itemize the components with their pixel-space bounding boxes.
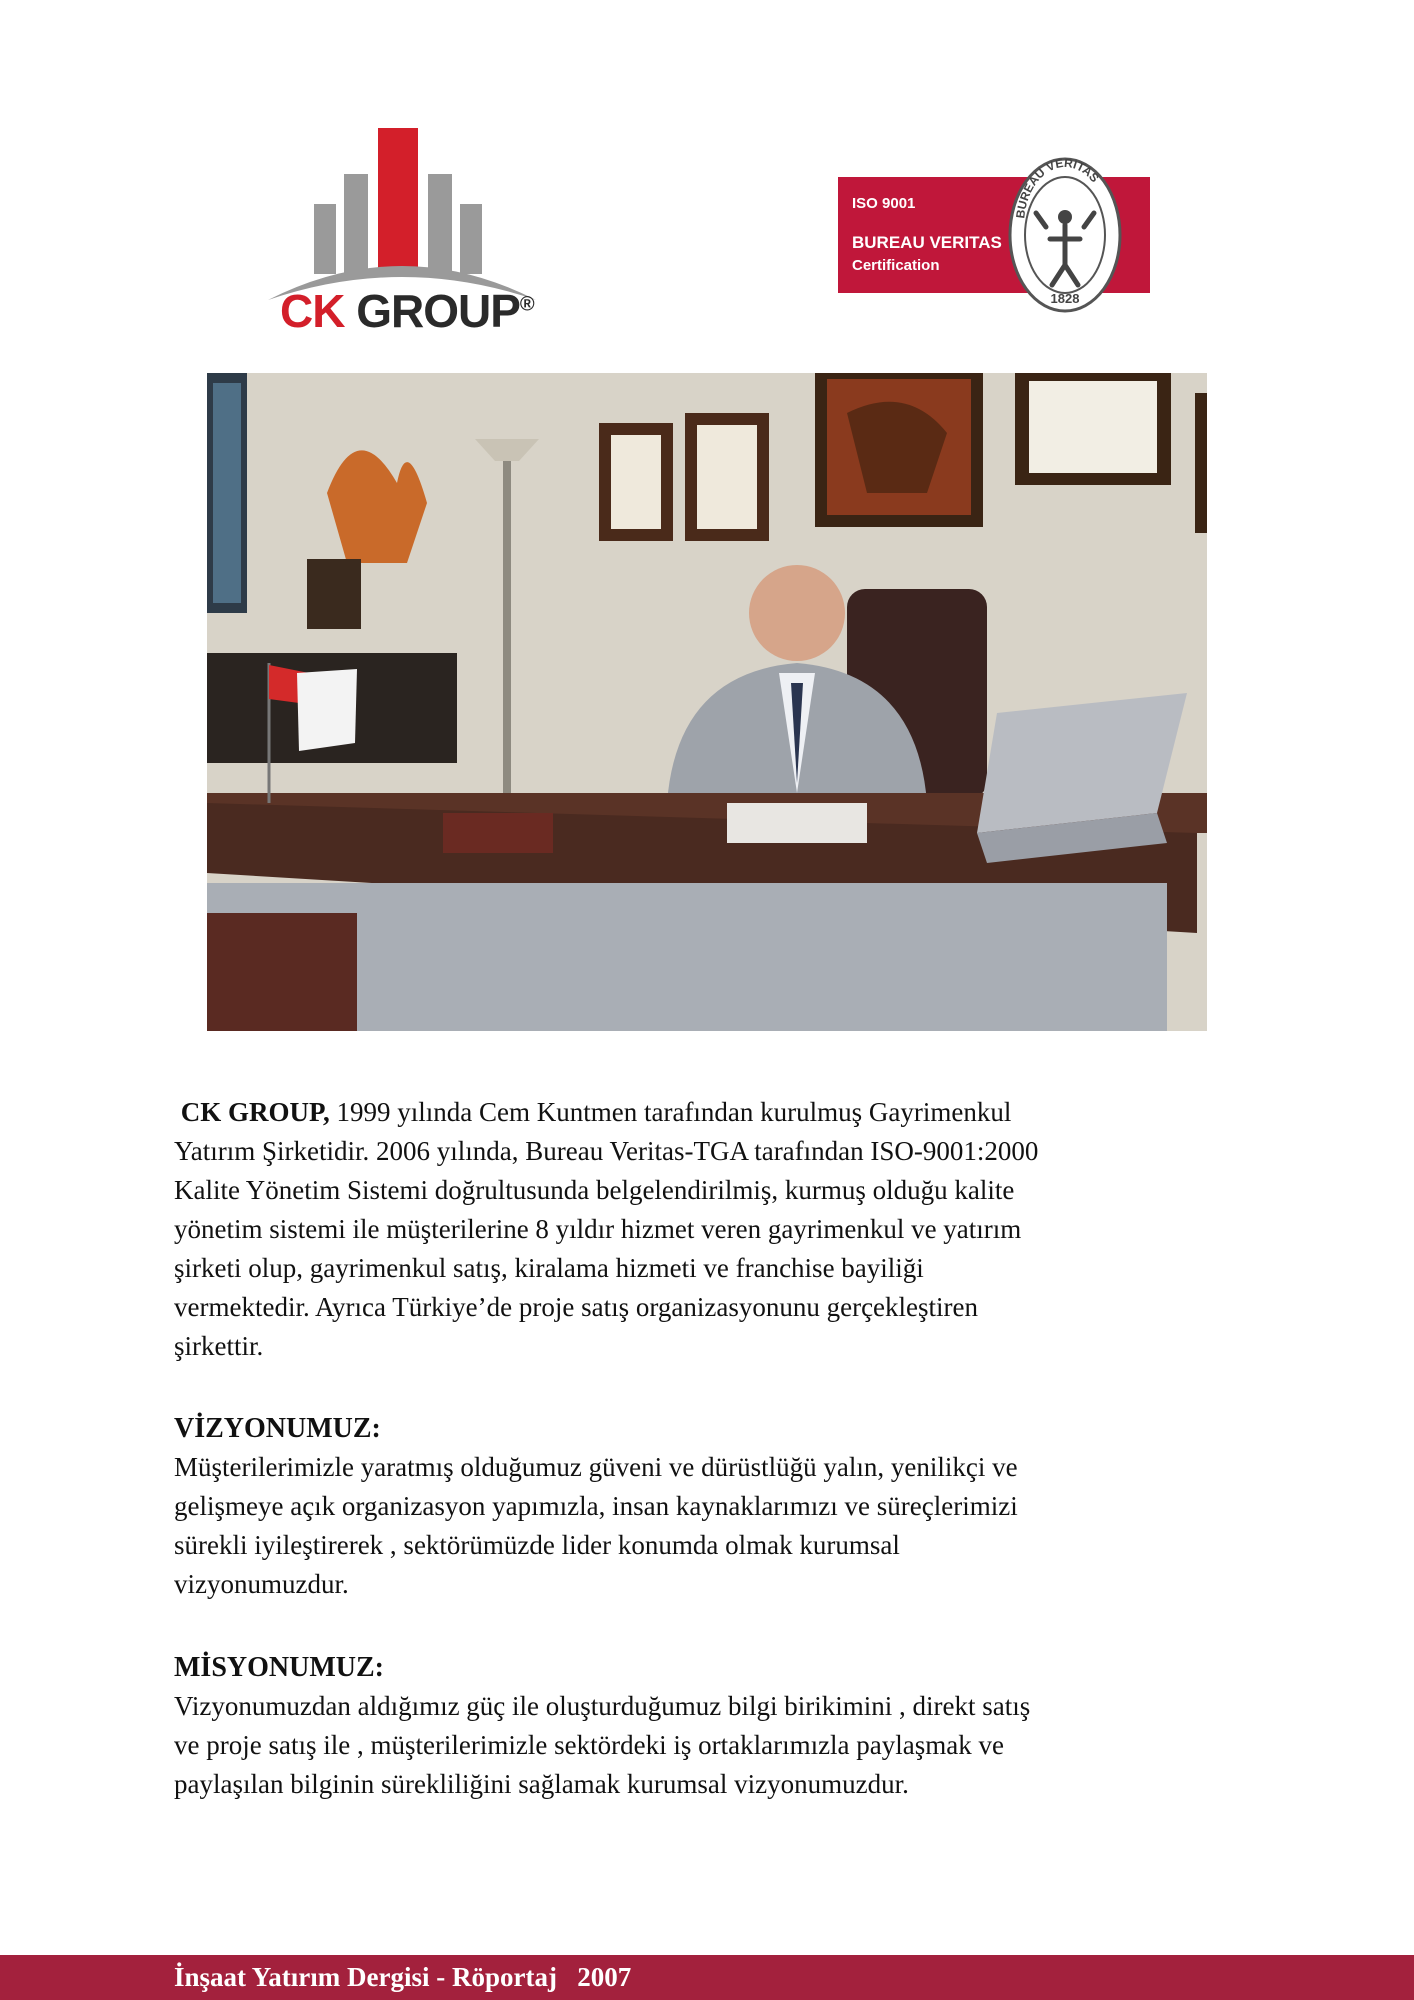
- logo-wordmark: [280, 284, 534, 338]
- bureau-veritas-seal-icon: [1006, 155, 1124, 315]
- intro-paragraph: [174, 1093, 1274, 1366]
- footer-bar: [0, 1955, 1414, 2000]
- vision-line-1: Müşterilerimizle yaratmış olduğumuz güveni ve dürüstlüğü yalın, yenilikçi ve: [174, 1452, 1018, 1482]
- logo-ck: CK: [280, 285, 345, 337]
- iso-certification-badge: [838, 155, 1150, 306]
- office-scene-illustration: [207, 373, 1207, 1031]
- intro-company-name: CK GROUP,: [180, 1097, 330, 1127]
- mission-line-3: paylaşılan bilginin sürekliliğini sağlamak kurumsal vizyonumuzdur.: [174, 1769, 909, 1799]
- logo-group: GROUP: [356, 285, 520, 337]
- mission-heading: MİSYONUMUZ:: [174, 1652, 384, 1683]
- logo-registered-mark: ®: [519, 293, 534, 316]
- intro-line-5: şirketi olup, gayrimenkul satış, kiralama hizmeti ve franchise bayiliği: [174, 1253, 924, 1283]
- vision-line-3: sürekli iyileştirerek , sektörümüzde lider konumda olmak kurumsal: [174, 1530, 900, 1560]
- intro-line-3: Kalite Yönetim Sistemi doğrultusunda belgelendirilmiş, kurmuş olduğu kalite: [174, 1175, 1015, 1205]
- mission-section: [174, 1648, 1274, 1804]
- intro-line-1-text: 1999 yılında Cem Kuntmen tarafından kurulmuş Gayrimenkul: [329, 1097, 1012, 1127]
- mission-line-1: Vizyonumuzdan aldığımız güç ile oluşturduğumuz bilgi birikimini , direkt satış: [174, 1691, 1031, 1721]
- vision-heading: VİZYONUMUZ:: [174, 1413, 381, 1444]
- cert-bureau-label: BUREAU VERITAS: [852, 233, 1002, 252]
- intro-line-7: şirkettir.: [174, 1331, 264, 1361]
- cert-certification-label: Certification: [852, 257, 940, 274]
- ck-group-logo: [258, 122, 546, 344]
- footer-text: İnşaat Yatırım Dergisi - Röportaj 2007: [174, 1962, 632, 1992]
- vision-section: [174, 1409, 1274, 1604]
- cert-iso-label: ISO 9001: [852, 195, 916, 212]
- office-portrait-photo: [207, 373, 1207, 1031]
- intro-line-4: yönetim sistemi ile müşterilerine 8 yıldır hizmet veren gayrimenkul ve yatırım: [174, 1214, 1022, 1244]
- intro-line-1: [174, 1093, 1274, 1132]
- intro-line-6: vermektedir. Ayrıca Türkiye’de proje satış organizasyonunu gerçekleştiren: [174, 1292, 979, 1322]
- seal-name-text: BUREAU VERITAS: [1013, 155, 1102, 220]
- vision-line-2: gelişmeye açık organizasyon yapımızla, insan kaynaklarımızı ve süreçlerimizi: [174, 1491, 1018, 1521]
- vision-line-4: vizyonumuzdur.: [174, 1569, 349, 1599]
- intro-line-2: Yatırım Şirketidir. 2006 yılında, Bureau Veritas-TGA tarafından ISO-9001:2000: [174, 1136, 1039, 1166]
- seal-year-text: 1828: [1050, 291, 1080, 306]
- mission-line-2: ve proje satış ile , müşterilerimizle sektördeki iş ortaklarımızla paylaşmak ve: [174, 1730, 1004, 1760]
